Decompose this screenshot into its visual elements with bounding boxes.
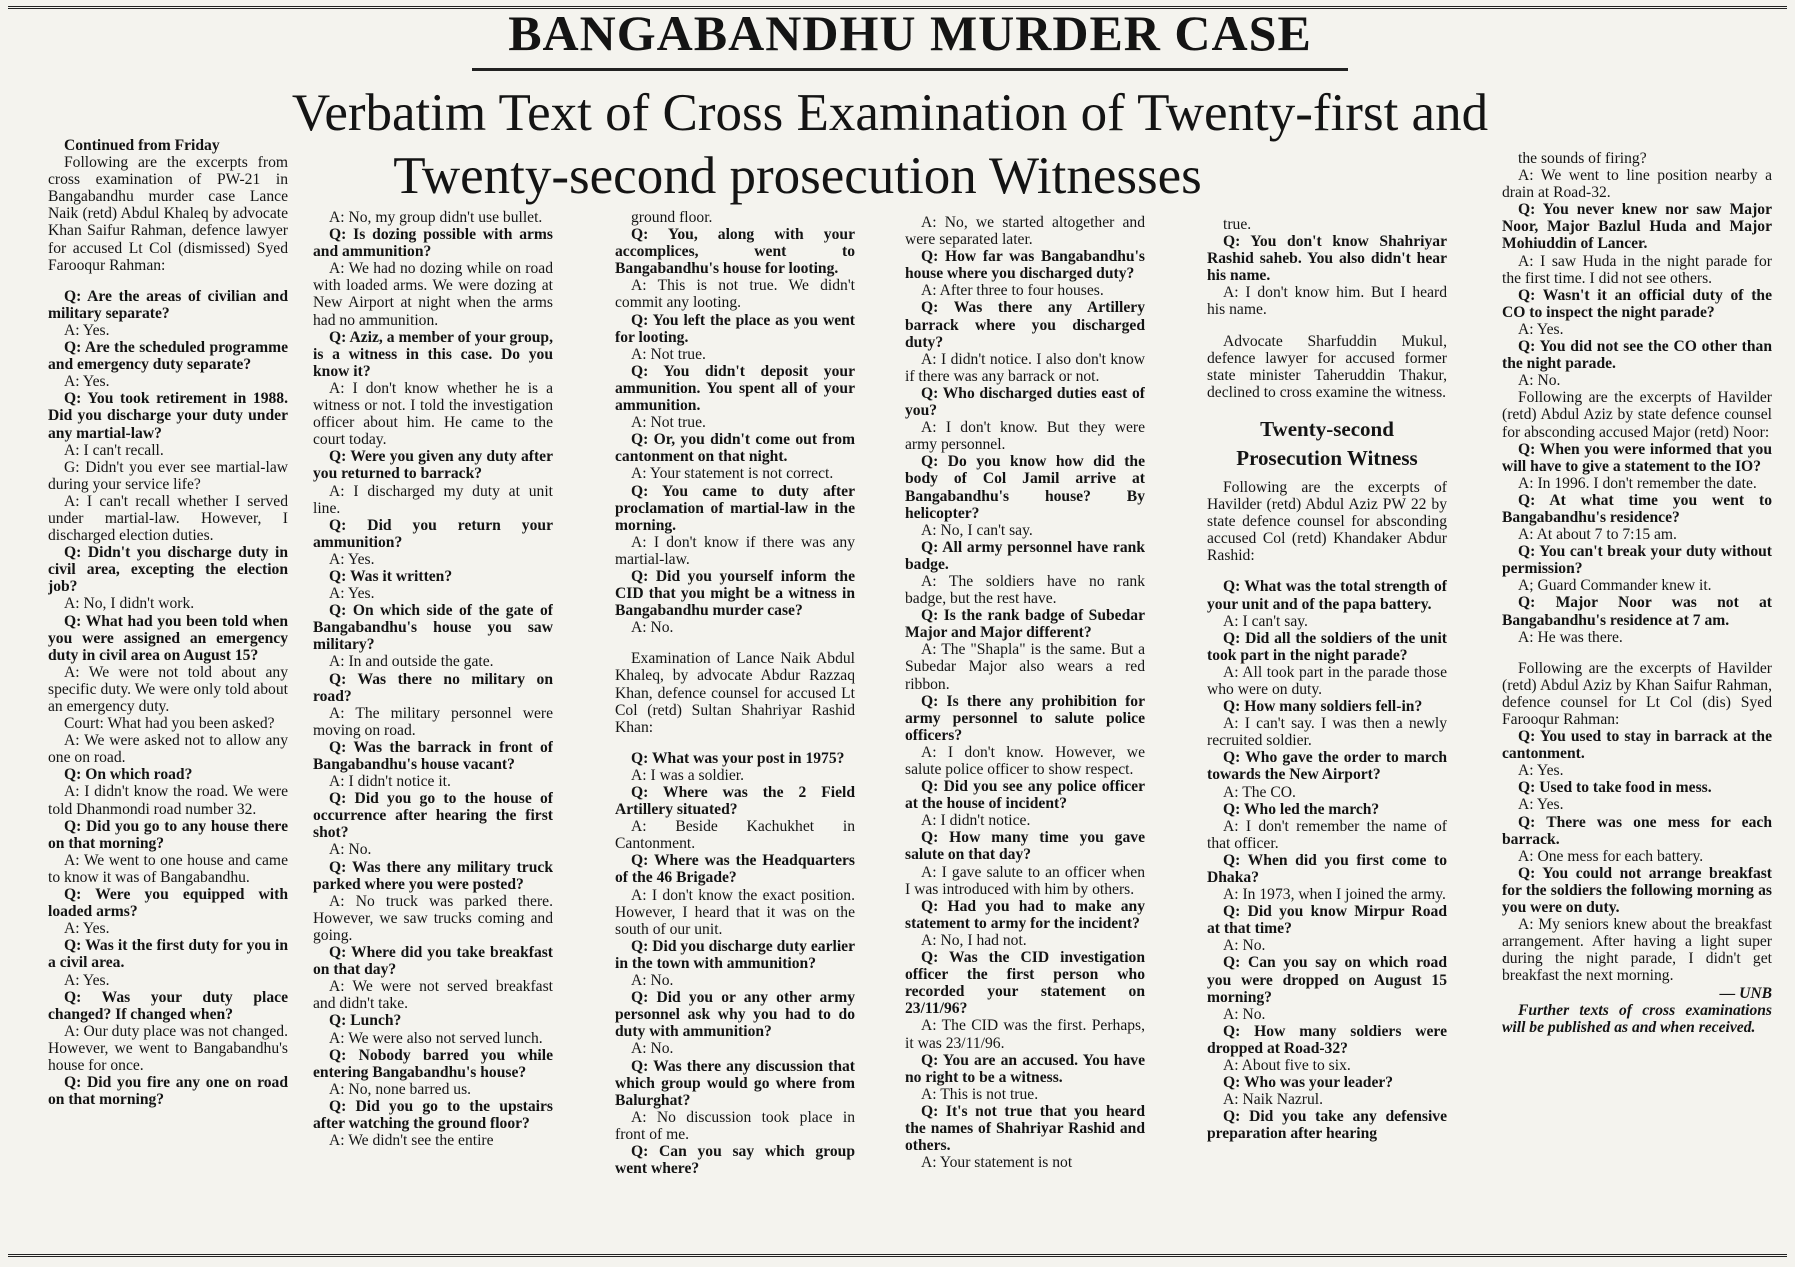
question-line: Q: Can you say on which road you were dropped on August 15 morning?	[1207, 954, 1447, 1006]
question-line: Q: Was it the first duty for you in a civil area.	[48, 937, 288, 972]
question-line: Q: You could not arrange breakfast for the soldiers the following morning as you were on duty.	[1502, 864, 1772, 917]
answer-line: A: My seniors knew about the breakfast arrangement. After having a light super during the night parade, I didn't get breakfast the next morning.	[1502, 916, 1772, 985]
article-column-4	[905, 214, 1145, 1252]
intro-paragraph: Following are the excerpts of Havilder (retd) Abdul Aziz by Khan Saifur Rahman, defence counsel for Lt Col (dis) Syed Farooqur Rahman:	[1502, 659, 1772, 728]
question-line: Q: Used to take food in mess.	[1518, 779, 1712, 797]
question-line: Q: Who was your leader?	[1223, 1074, 1394, 1092]
question-line: Q: Who discharged duties east of you?	[905, 384, 1145, 420]
question-line: Q: What was your post in 1975?	[631, 749, 845, 767]
answer-line: A: The "Shapla" is the same. But a Subedar Major also wears a red ribbon.	[905, 641, 1145, 693]
answer-line: A: No truck was parked there. However, we saw trucks coming and going.	[313, 892, 553, 944]
answer-line: A: Yes.	[64, 920, 110, 938]
answer-line: A: In and outside the gate.	[329, 653, 494, 671]
question-line: Q: Had you had to make any statement to army for the incident?	[905, 897, 1145, 932]
article-column-1	[48, 137, 288, 1252]
answer-line: A: I saw Huda in the night parade for the first time. I did not see others.	[1502, 252, 1772, 287]
answer-line: A: No, we started altogether and were separated later.	[905, 214, 1145, 249]
answer-line: A: No.	[1518, 372, 1561, 390]
question-line: Q: Who led the march?	[1223, 800, 1380, 818]
question-line: Q: Did you know Mirpur Road at that time?	[1207, 903, 1447, 938]
question-line: Q: What was the total strength of your unit and of the papa battery.	[1207, 578, 1447, 613]
answer-line: A: I didn't notice it.	[329, 773, 451, 791]
answer-line: A: We were not told about any specific duty. We were only told about an emergency duty.	[48, 663, 288, 715]
answer-line: ground floor.	[631, 209, 713, 226]
question-line: Q: Where was the Headquarters of the 46 Brigade?	[615, 852, 855, 887]
question-line: Q: Is the rank badge of Subedar Major and Major different?	[905, 607, 1145, 642]
answer-line: A: At about 7 to 7:15 am.	[1518, 526, 1677, 544]
question-line: Q: Who gave the order to march towards the New Airport?	[1207, 749, 1447, 784]
article-column-3	[615, 209, 855, 1252]
answer-line: A: No.	[631, 619, 674, 637]
answer-line: A; Guard Commander knew it.	[1518, 577, 1712, 595]
answer-line: A: The CID was the first. Perhaps, it was 23/11/96.	[905, 1017, 1145, 1052]
question-line: Q: You never knew nor saw Major Noor, Major Bazlul Huda and Major Mohiuddin of Lancer.	[1502, 201, 1772, 253]
headline-line-1: Verbatim Text of Cross Examination of Twenty-first and	[291, 84, 1489, 142]
question-line: Q: Did you take any defensive preparation after hearing	[1207, 1108, 1447, 1143]
question-line: Q: Was your duty place changed? If changed when?	[48, 988, 288, 1023]
article-column-6	[1502, 150, 1772, 1252]
answer-line: A: Yes.	[64, 971, 110, 989]
question-line: Q: Did you return your ammunition?	[313, 516, 553, 551]
intro-paragraph: Examination of Lance Naik Abdul Khaleq, by advocate Abdur Razzaq Khan, defence counsel for accused Lt Col (retd) Sultan Shahriyar Rashid Khan:	[615, 650, 855, 736]
question-line: Q: Do you know how did the body of Col Jamil arrive at Bangabandhu's house? By helicopter?	[905, 453, 1145, 522]
answer-line: A: Yes.	[1518, 320, 1564, 338]
question-line: Q: You don't know Shahriyar Rashid saheb. You also didn't hear his name.	[1207, 233, 1447, 285]
answer-line: A: I don't know. But they were army personnel.	[905, 419, 1145, 454]
question-line: Q: Where did you take breakfast on that day?	[313, 944, 553, 979]
answer-line: A: I don't know him. But I heard his name.	[1207, 284, 1447, 319]
question-line: Q: Nobody barred you while entering Bangabandhu's house?	[313, 1046, 553, 1081]
question-line: Q: Wasn't it an official duty of the CO to inspect the night parade?	[1502, 286, 1772, 321]
question-line: Q: Did all the soldiers of the unit took part in the night parade?	[1207, 629, 1447, 664]
answer-line: A: Yes.	[329, 550, 375, 568]
answer-line: A: No, I didn't work.	[64, 595, 195, 613]
answer-line: A: Your statement is not	[921, 1154, 1073, 1172]
question-line: Q: Or, you didn't come out from cantonment on that night.	[615, 431, 855, 466]
answer-line: A: No, I had not.	[921, 931, 1027, 949]
question-line: Q: When you were informed that you will have to give a statement to the IO?	[1502, 440, 1772, 475]
kicker-headline: BANGABANDHU MURDER CASE	[508, 5, 1312, 61]
question-line: Q: Was the barrack in front of Bangabandhu's house vacant?	[313, 738, 553, 773]
answer-line: A: We went to one house and came to know it was of Bangabandhu.	[48, 851, 288, 886]
answer-line: A: Yes.	[1518, 762, 1564, 780]
answer-line: A: Beside Kachukhet in Cantonment.	[615, 818, 855, 853]
answer-line: A: No, I can't say.	[921, 521, 1033, 539]
answer-line: A: Yes.	[64, 321, 110, 339]
question-line: Q: You can't break your duty without permission?	[1502, 543, 1772, 578]
answer-line: Court: What had you been asked?	[64, 715, 275, 733]
answer-line: A: We were not served breakfast and didn't take.	[313, 978, 553, 1013]
answer-line: A: No.	[329, 841, 372, 859]
question-line: Q: You came to duty after proclamation of martial-law in the morning.	[615, 482, 855, 534]
question-line: Q: There was one mess for each barrack.	[1502, 813, 1772, 848]
question-line: Q: You used to stay in barrack at the cantonment.	[1502, 728, 1772, 763]
answer-line: A: We didn't see the entire	[329, 1132, 494, 1150]
answer-line: A: This is not true.	[921, 1085, 1039, 1103]
answer-line: A: No.	[1223, 1005, 1266, 1023]
question-line: Q: Didn't you discharge duty in civil area, excepting the election job?	[48, 544, 288, 596]
kicker-underline	[472, 68, 1348, 71]
question-line: Q: At what time you went to Bangabandhu's residence?	[1502, 491, 1772, 526]
question-line: Q: Were you equipped with loaded arms?	[48, 886, 288, 921]
question-line: Q: Was there no military on road?	[313, 670, 553, 705]
question-line: Q: Did you go to any house there on that morning?	[48, 817, 288, 852]
answer-line: A: This is not true. We didn't commit any looting.	[615, 277, 855, 312]
answer-line: A: No, none barred us.	[329, 1080, 472, 1098]
answer-line: the sounds of firing?	[1518, 150, 1647, 167]
question-line: Q: Was there any Artillery barrack where you discharged duty?	[905, 299, 1145, 351]
answer-line: A: I don't remember the name of that officer.	[1207, 817, 1447, 852]
question-line: Q: Where was the 2 Field Artillery situated?	[615, 784, 855, 819]
answer-line: A: I can't say. I was then a newly recruited soldier.	[1207, 715, 1447, 750]
answer-line: G: Didn't you ever see martial-law during your service life?	[48, 458, 288, 493]
question-line: Q: How many soldiers fell-in?	[1223, 698, 1423, 716]
headline-line-2: Twenty-second prosecution Witnesses	[393, 147, 1202, 205]
answer-line: A: I don't know. However, we salute police officer to show respect.	[905, 743, 1145, 778]
agency-credit: — UNB	[1719, 984, 1772, 1002]
intro-paragraph: Following are the excerpts from cross examination of PW-21 in Bangabandhu murder case Lance Naik (retd) Abdul Khaleq by advocate Khan Saifur Rahman, defence lawyer for accused Lt Col (dismissed) Syed Farooqur Rahman:	[48, 154, 288, 274]
question-line: Q: It's not true that you heard the names of Shahriyar Rashid and others.	[905, 1102, 1145, 1155]
answer-line: A: After three to four houses.	[921, 282, 1104, 300]
section-subhead: Twenty-second Prosecution Witness	[1236, 416, 1418, 470]
question-line: Q: Was there any discussion that which group would go where from Balurghat?	[615, 1057, 855, 1109]
answer-line: A: We were also not served lunch.	[329, 1029, 543, 1047]
answer-line: A: He was there.	[1518, 628, 1623, 646]
answer-line: A: No, my group didn't use bullet.	[329, 209, 543, 226]
answer-line: A: I don't know if there was any martial-law.	[615, 533, 855, 568]
question-line: Q: All army personnel have rank badge.	[905, 538, 1145, 573]
intro-paragraph: Following are the excerpts of Havilder (retd) Abdul Aziz PW 22 by state defence counsel for absconding accused Col (retd) Khandaker Abdur Rashid:	[1207, 478, 1447, 565]
answer-line: A: The CO.	[1223, 783, 1296, 801]
question-line: Q: How many soldiers were dropped at Road-32?	[1207, 1022, 1447, 1057]
question-line: Q: When did you first come to Dhaka?	[1207, 851, 1447, 886]
answer-line: true.	[1223, 216, 1252, 233]
answer-line: A: We had no dozing while on road with loaded arms. We were dozing at New Airport at night when the arms had no ammunition.	[313, 260, 553, 329]
question-line: Q: On which side of the gate of Bangabandhu's house you saw military?	[313, 602, 553, 654]
question-line: Q: Can you say which group went where?	[615, 1142, 855, 1178]
answer-line: A: No.	[1223, 937, 1266, 955]
question-line: Q: Lunch?	[329, 1012, 402, 1030]
question-line: Q: Were you given any duty after you returned to barrack?	[313, 448, 553, 483]
question-line: Q: Is there any prohibition for army personnel to salute police officers?	[905, 692, 1145, 744]
answer-line: A: No.	[631, 1040, 674, 1058]
answer-line: A: The soldiers have no rank badge, but the rest have.	[905, 572, 1145, 608]
answer-line: A: I didn't know the road. We were told Dhanmondi road number 32.	[48, 783, 288, 818]
question-line: Q: Did you see any police officer at the house of incident?	[905, 778, 1145, 813]
answer-line: A: No.	[631, 972, 674, 990]
question-line: Q: Is dozing possible with arms and ammunition?	[313, 226, 553, 261]
answer-line: A: Yes.	[64, 373, 110, 391]
question-line: Q: On which road?	[64, 766, 193, 784]
answer-line: A: I can't say.	[1223, 612, 1308, 630]
question-line: Q: You didn't deposit your ammunition. You spent all of your ammunition.	[615, 362, 855, 415]
question-line: Q: Did you fire any one on road on that morning?	[48, 1074, 288, 1109]
answer-line: A: No discussion took place in front of me.	[615, 1108, 855, 1143]
question-line: Q: Did you yourself inform the CID that you might be a witness in Bangabandhu murder case?	[615, 567, 855, 620]
intro-paragraph: Following are the excerpts of Havilder (retd) Abdul Aziz by state defence counsel for absconding accused Major (retd) Noor:	[1502, 389, 1772, 441]
question-line: Q: Did you or any other army personnel ask why you had to do duty with ammunition?	[615, 989, 855, 1041]
answer-line: A: I can't recall whether I served under martial-law. However, I discharged election duties.	[48, 492, 288, 545]
question-line: Q: Aziz, a member of your group, is a witness in this case. Do you know it?	[313, 328, 553, 380]
answer-line: A: I gave salute to an officer when I was introduced with him by others.	[905, 863, 1145, 898]
question-line: Q: You, along with your accomplices, went to Bangabandhu's house for looting.	[615, 226, 855, 278]
answer-line: A: I was a soldier.	[631, 766, 745, 784]
question-line: Q: What had you been told when you were assigned an emergency duty in civil area on August 15?	[48, 612, 288, 664]
question-line: Q: Are the scheduled programme and emergency duty separate?	[48, 339, 288, 374]
answer-line: A: In 1996. I don't remember the date.	[1518, 474, 1757, 492]
question-line: Q: You left the place as you went for looting.	[615, 311, 855, 346]
continuation-footnote: Further texts of cross examinations will be published as and when received.	[1502, 1001, 1772, 1036]
answer-line: A: Your statement is not correct.	[631, 465, 834, 483]
question-line: Q: You did not see the CO other than the night parade.	[1502, 338, 1772, 373]
answer-line: A: I don't know whether he is a witness or not. I told the investigation officer about him. He came to the court today.	[313, 379, 553, 449]
answer-line: A: One mess for each battery.	[1518, 847, 1704, 865]
answer-line: A: Our duty place was not changed. However, we went to Bangabandhu's house for once.	[48, 1022, 288, 1074]
question-line: Q: How many time you gave salute on that day?	[905, 829, 1145, 864]
answer-line: A: I didn't notice. I also don't know if there was any barrack or not.	[905, 350, 1145, 385]
bottom-rule	[8, 1254, 1787, 1257]
question-line: Q: Did you go to the house of occurrence after hearing the first shot?	[313, 790, 553, 842]
question-line: Q: Was it written?	[329, 567, 453, 585]
question-line: Q: Was there any military truck parked where you were posted?	[313, 858, 553, 893]
question-line: Q: You are an accused. You have no right to be a witness.	[905, 1051, 1145, 1086]
answer-line: A: I can't recall.	[64, 441, 164, 459]
question-line: Q: Did you discharge duty earlier in the town with ammunition?	[615, 937, 855, 972]
answer-line: A: I didn't notice.	[921, 812, 1031, 830]
answer-line: A: Not true.	[631, 345, 706, 363]
answer-line: A: The military personnel were moving on road.	[313, 704, 553, 739]
answer-line: A: Not true.	[631, 414, 706, 432]
answer-line: A: In 1973, when I joined the army.	[1223, 886, 1446, 904]
answer-line: A: Yes.	[1518, 796, 1564, 814]
answer-line: A: Yes.	[329, 585, 375, 603]
answer-line: A: We were asked not to allow any one on road.	[48, 732, 288, 767]
question-line: Q: Major Noor was not at Bangabandhu's residence at 7 am.	[1502, 594, 1772, 629]
question-line: Q: Are the areas of civilian and military separate?	[48, 287, 288, 322]
question-line: Q: Did you go to the upstairs after watching the ground floor?	[313, 1097, 553, 1132]
answer-line: A: All took part in the parade those who were on duty.	[1207, 663, 1447, 698]
continued-note: Continued from Friday	[64, 137, 220, 154]
answer-line: A: Naik Nazrul.	[1223, 1091, 1324, 1109]
question-line: Q: How far was Bangabandhu's house where you discharged duty?	[905, 248, 1145, 283]
article-column-2	[313, 209, 553, 1252]
question-line: Q: Was the CID investigation officer the first person who recorded your statement on 23/11/96?	[905, 949, 1145, 1018]
question-line: Q: You took retirement in 1988. Did you discharge your duty under any martial-law?	[48, 390, 288, 442]
answer-line: A: About five to six.	[1223, 1057, 1351, 1075]
answer-line: A: I don't know the exact position. However, I heard that it was on the south of our unit.	[615, 886, 855, 938]
answer-line: A: We went to line position nearby a drain at Road-32.	[1502, 167, 1772, 202]
article-column-5	[1207, 216, 1447, 1252]
intro-paragraph: Advocate Sharfuddin Mukul, defence lawyer for accused former state minister Taheruddin Thakur, declined to cross examine the witness.	[1207, 332, 1447, 401]
answer-line: A: I discharged my duty at unit line.	[313, 482, 553, 517]
